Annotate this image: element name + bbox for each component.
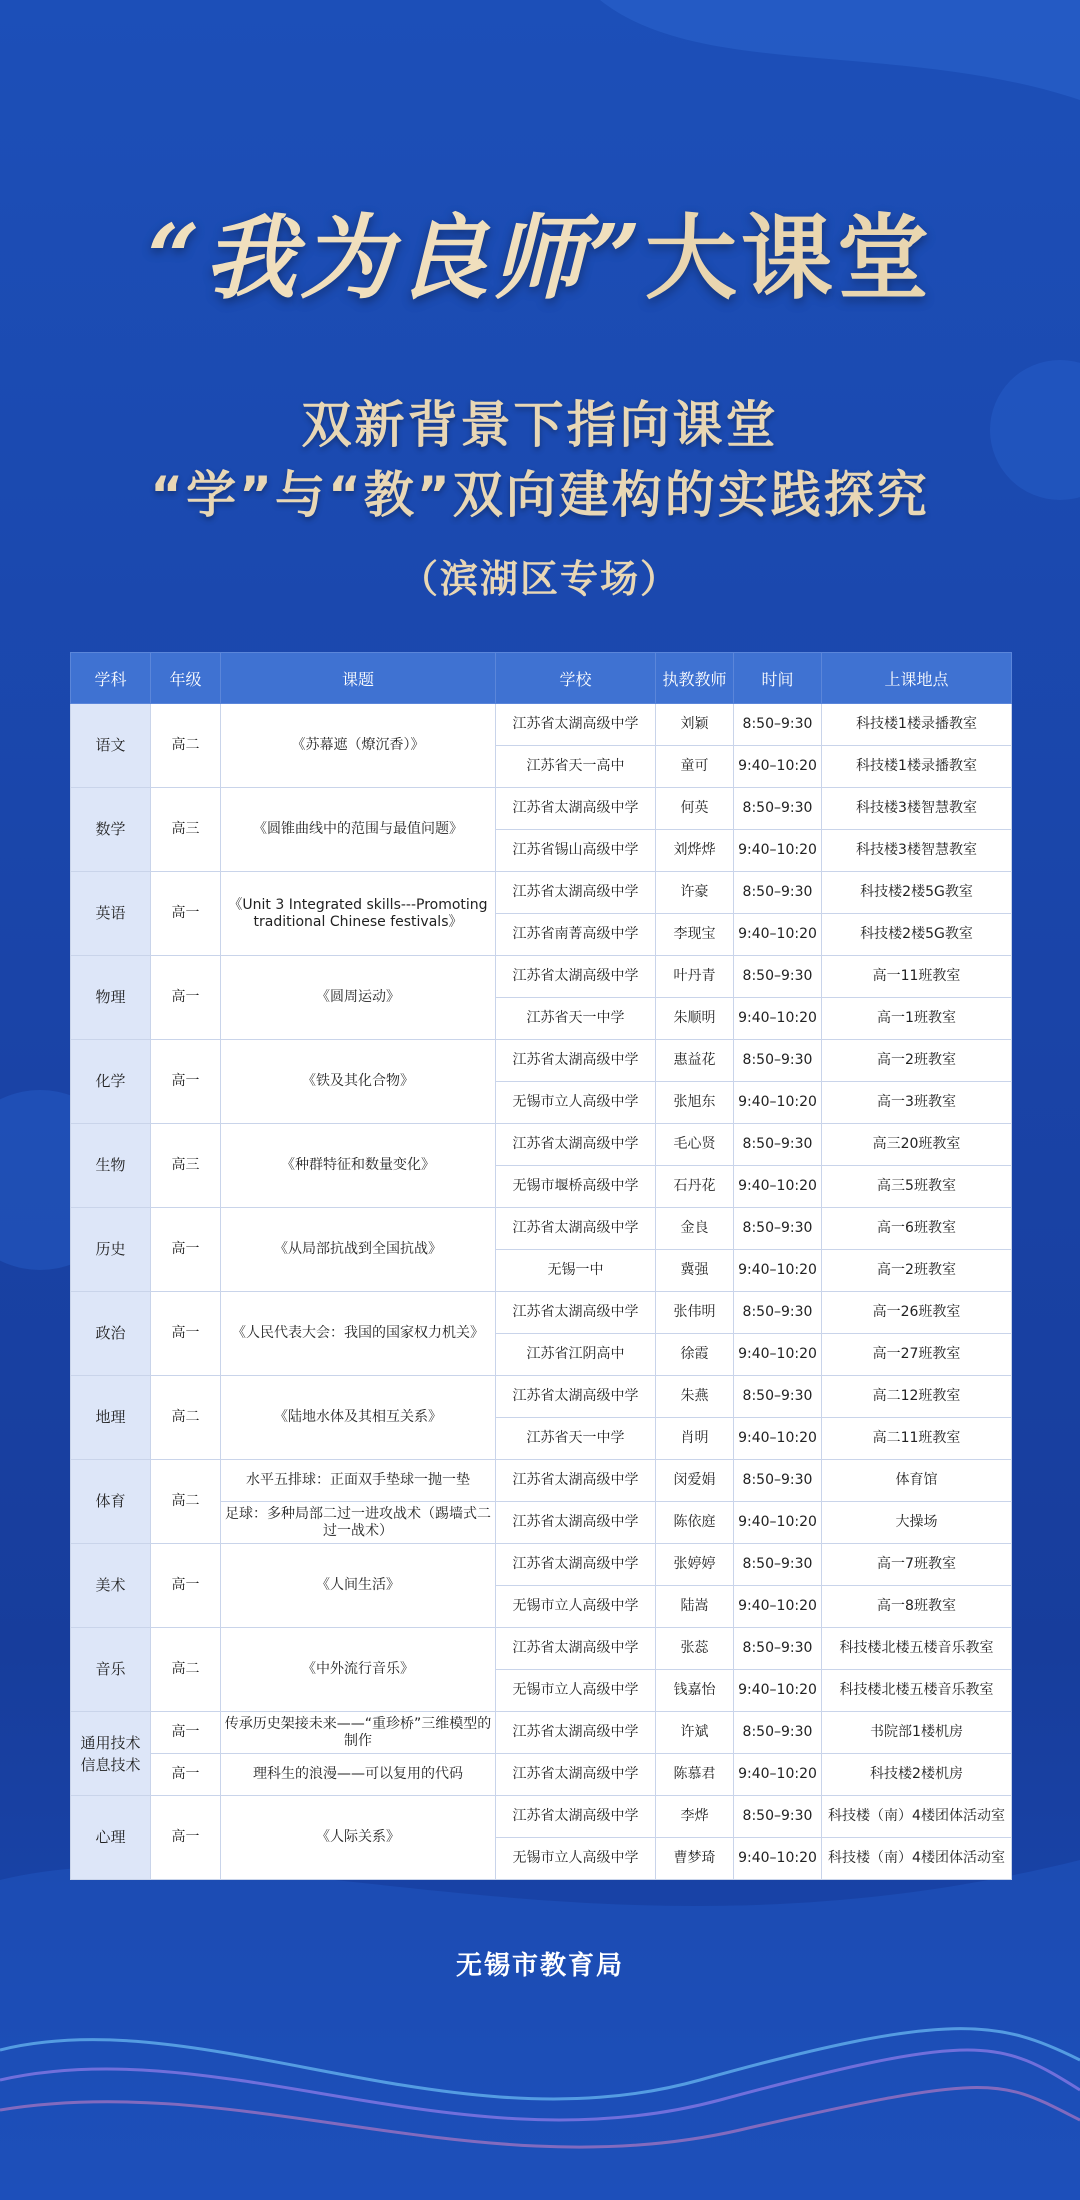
time-cell: 8:50–9:30 [734, 1376, 822, 1418]
school-cell: 江苏省太湖高级中学 [496, 1040, 656, 1082]
teacher-cell: 冀强 [656, 1250, 734, 1292]
location-cell: 高一2班教室 [822, 1250, 1012, 1292]
time-cell: 8:50–9:30 [734, 1796, 822, 1838]
topic-cell: 《Unit 3 Integrated skills---Promoting traditional Chinese festivals》 [221, 872, 496, 956]
time-cell: 9:40–10:20 [734, 1670, 822, 1712]
subject-cell: 历史 [71, 1208, 151, 1292]
header-time: 时间 [734, 653, 822, 704]
grade-cell: 高一 [151, 872, 221, 956]
grade-cell: 高三 [151, 788, 221, 872]
school-cell: 江苏省天一中学 [496, 998, 656, 1040]
location-cell: 科技楼1楼录播教室 [822, 746, 1012, 788]
location-cell: 高三20班教室 [822, 1124, 1012, 1166]
teacher-cell: 毛心贤 [656, 1124, 734, 1166]
topic-cell: 《人际关系》 [221, 1796, 496, 1880]
topic-cell: 《中外流行音乐》 [221, 1628, 496, 1712]
subject-cell: 体育 [71, 1460, 151, 1544]
teacher-cell: 刘颖 [656, 704, 734, 746]
time-cell: 8:50–9:30 [734, 1712, 822, 1754]
table-row [71, 1208, 1012, 1250]
location-cell: 高二11班教室 [822, 1418, 1012, 1460]
location-cell: 高一26班教室 [822, 1292, 1012, 1334]
location-cell: 高一1班教室 [822, 998, 1012, 1040]
grade-cell: 高三 [151, 1124, 221, 1208]
teacher-cell: 陆嵩 [656, 1586, 734, 1628]
location-cell: 科技楼（南）4楼团体活动室 [822, 1838, 1012, 1880]
school-cell: 江苏省天一高中 [496, 746, 656, 788]
time-cell: 9:40–10:20 [734, 1418, 822, 1460]
time-cell: 9:40–10:20 [734, 1334, 822, 1376]
title-script: 我为良师 [203, 204, 588, 312]
school-cell: 江苏省太湖高级中学 [496, 704, 656, 746]
school-cell: 江苏省太湖高级中学 [496, 1376, 656, 1418]
grade-cell: 高二 [151, 1460, 221, 1544]
time-cell: 8:50–9:30 [734, 1040, 822, 1082]
location-cell: 科技楼2楼5G教室 [822, 914, 1012, 956]
topic-cell: 《铁及其化合物》 [221, 1040, 496, 1124]
teacher-cell: 陈慕君 [656, 1754, 734, 1796]
grade-cell: 高二 [151, 704, 221, 788]
subject-cell: 心理 [71, 1796, 151, 1880]
grade-cell: 高一 [151, 1544, 221, 1628]
subject-cell: 生物 [71, 1124, 151, 1208]
grade-cell: 高二 [151, 1628, 221, 1712]
time-cell: 9:40–10:20 [734, 1250, 822, 1292]
subject-cell: 数学 [71, 788, 151, 872]
subject-line: 通用技术 [80, 1733, 141, 1752]
subject-cell: 英语 [71, 872, 151, 956]
teacher-cell: 肖明 [656, 1418, 734, 1460]
location-cell: 科技楼1楼录播教室 [822, 704, 1012, 746]
school-cell: 江苏省太湖高级中学 [496, 1124, 656, 1166]
table-row [71, 1712, 1012, 1754]
grade-cell: 高一 [151, 1208, 221, 1292]
topic-cell: 《苏幕遮（燎沉香）》 [221, 704, 496, 788]
location-cell: 高一27班教室 [822, 1334, 1012, 1376]
school-cell: 江苏省太湖高级中学 [496, 1460, 656, 1502]
table-row [71, 1040, 1012, 1082]
time-cell: 9:40–10:20 [734, 914, 822, 956]
title-quote-open: “ [147, 204, 204, 312]
location-cell: 体育馆 [822, 1460, 1012, 1502]
time-cell: 8:50–9:30 [734, 1124, 822, 1166]
location-cell: 科技楼（南）4楼团体活动室 [822, 1796, 1012, 1838]
topic-cell: 《陆地水体及其相互关系》 [221, 1376, 496, 1460]
teacher-cell: 朱燕 [656, 1376, 734, 1418]
school-cell: 江苏省太湖高级中学 [496, 1544, 656, 1586]
teacher-cell: 张伟明 [656, 1292, 734, 1334]
school-cell: 无锡市立人高级中学 [496, 1082, 656, 1124]
table-row [71, 1376, 1012, 1418]
teacher-cell: 闵爱娟 [656, 1460, 734, 1502]
teacher-cell: 朱顺明 [656, 998, 734, 1040]
main-title [0, 185, 1080, 317]
time-cell: 8:50–9:30 [734, 788, 822, 830]
topic-cell: 《人民代表大会：我国的国家权力机关》 [221, 1292, 496, 1376]
location-cell: 书院部1楼机房 [822, 1712, 1012, 1754]
title-quote-close: ” [588, 204, 645, 312]
topic-cell: 《圆锥曲线中的范围与最值问题》 [221, 788, 496, 872]
time-cell: 9:40–10:20 [734, 1082, 822, 1124]
grade-cell: 高一 [151, 1754, 221, 1796]
school-cell: 无锡市堰桥高级中学 [496, 1166, 656, 1208]
time-cell: 9:40–10:20 [734, 1166, 822, 1208]
time-cell: 8:50–9:30 [734, 872, 822, 914]
teacher-cell: 张婷婷 [656, 1544, 734, 1586]
school-cell: 江苏省太湖高级中学 [496, 788, 656, 830]
subject-cell: 物理 [71, 956, 151, 1040]
header-grade: 年级 [151, 653, 221, 704]
location-cell: 高三5班教室 [822, 1166, 1012, 1208]
time-cell: 9:40–10:20 [734, 830, 822, 872]
school-cell: 江苏省太湖高级中学 [496, 1796, 656, 1838]
topic-cell: 《种群特征和数量变化》 [221, 1124, 496, 1208]
grade-cell: 高一 [151, 1712, 221, 1754]
time-cell: 8:50–9:30 [734, 704, 822, 746]
time-cell: 9:40–10:20 [734, 746, 822, 788]
location-cell: 高一6班教室 [822, 1208, 1012, 1250]
school-cell: 无锡一中 [496, 1250, 656, 1292]
location-cell: 高一2班教室 [822, 1040, 1012, 1082]
teacher-cell: 陈依庭 [656, 1502, 734, 1544]
header-subject: 学科 [71, 653, 151, 704]
time-cell: 9:40–10:20 [734, 998, 822, 1040]
time-cell: 9:40–10:20 [734, 1502, 822, 1544]
time-cell: 8:50–9:30 [734, 1628, 822, 1670]
header-topic: 课题 [221, 653, 496, 704]
location-cell: 科技楼3楼智慧教室 [822, 830, 1012, 872]
session-label: （滨湖区专场） [399, 557, 680, 601]
topic-cell: 足球：多种局部二过一进攻战术（踢墙式二过一战术） [221, 1502, 496, 1544]
header-location: 上课地点 [822, 653, 1012, 704]
time-cell: 9:40–10:20 [734, 1586, 822, 1628]
subject-cell: 音乐 [71, 1628, 151, 1712]
topic-cell: 《人间生活》 [221, 1544, 496, 1628]
location-cell: 科技楼北楼五楼音乐教室 [822, 1670, 1012, 1712]
subject-line: 信息技术 [80, 1755, 141, 1774]
school-cell: 江苏省太湖高级中学 [496, 1502, 656, 1544]
grade-cell: 高一 [151, 1796, 221, 1880]
table-row [71, 1628, 1012, 1670]
school-cell: 无锡市立人高级中学 [496, 1586, 656, 1628]
time-cell: 8:50–9:30 [734, 956, 822, 998]
subtitle-line1: 双新背景下指向课堂 [301, 396, 779, 454]
table-row [71, 1796, 1012, 1838]
location-cell: 科技楼3楼智慧教室 [822, 788, 1012, 830]
header-school: 学校 [496, 653, 656, 704]
location-cell: 高一7班教室 [822, 1544, 1012, 1586]
table-row [71, 956, 1012, 998]
teacher-cell: 金良 [656, 1208, 734, 1250]
school-cell: 无锡市立人高级中学 [496, 1838, 656, 1880]
teacher-cell: 张蕊 [656, 1628, 734, 1670]
location-cell: 大操场 [822, 1502, 1012, 1544]
teacher-cell: 张旭东 [656, 1082, 734, 1124]
table-row [71, 1124, 1012, 1166]
header-teacher: 执教教师 [656, 653, 734, 704]
table-row [71, 1460, 1012, 1502]
table-row [71, 1544, 1012, 1586]
time-cell: 8:50–9:30 [734, 1292, 822, 1334]
subject-cell: 地理 [71, 1376, 151, 1460]
subtitle-line2: “学”与“教”双向建构的实践探究 [150, 466, 930, 524]
time-cell: 9:40–10:20 [734, 1838, 822, 1880]
location-cell: 科技楼2楼5G教室 [822, 872, 1012, 914]
topic-cell: 《从局部抗战到全国抗战》 [221, 1208, 496, 1292]
topic-cell: 理科生的浪漫——可以复用的代码 [221, 1754, 496, 1796]
footer-organizer: 无锡市教育局 [455, 1951, 624, 1981]
school-cell: 江苏省太湖高级中学 [496, 1754, 656, 1796]
time-cell: 8:50–9:30 [734, 1208, 822, 1250]
table-row [71, 872, 1012, 914]
time-cell: 8:50–9:30 [734, 1544, 822, 1586]
subject-cell: 美术 [71, 1544, 151, 1628]
school-cell: 无锡市立人高级中学 [496, 1670, 656, 1712]
location-cell: 高二12班教室 [822, 1376, 1012, 1418]
schedule-table [70, 652, 1011, 1880]
location-cell: 科技楼北楼五楼音乐教室 [822, 1628, 1012, 1670]
school-cell: 江苏省天一中学 [496, 1418, 656, 1460]
teacher-cell: 徐霞 [656, 1334, 734, 1376]
location-cell: 高一3班教室 [822, 1082, 1012, 1124]
location-cell: 科技楼2楼机房 [822, 1754, 1012, 1796]
school-cell: 江苏省锡山高级中学 [496, 830, 656, 872]
subject-cell: 化学 [71, 1040, 151, 1124]
grade-cell: 高一 [151, 1040, 221, 1124]
school-cell: 江苏省太湖高级中学 [496, 1628, 656, 1670]
teacher-cell: 何英 [656, 788, 734, 830]
title-rest: 大课堂 [644, 204, 933, 312]
subject-cell: 政治 [71, 1292, 151, 1376]
teacher-cell: 刘烨烨 [656, 830, 734, 872]
school-cell: 江苏省南菁高级中学 [496, 914, 656, 956]
table-row [71, 1754, 1012, 1796]
teacher-cell: 李现宝 [656, 914, 734, 956]
table-row [71, 1292, 1012, 1334]
teacher-cell: 叶丹青 [656, 956, 734, 998]
subject-cell: 语文 [71, 704, 151, 788]
school-cell: 江苏省江阴高中 [496, 1334, 656, 1376]
teacher-cell: 许斌 [656, 1712, 734, 1754]
topic-cell: 传承历史架接未来——“重珍桥”三维模型的制作 [221, 1712, 496, 1754]
table-body [71, 704, 1012, 1880]
topic-cell: 水平五排球：正面双手垫球一抛一垫 [221, 1460, 496, 1502]
school-cell: 江苏省太湖高级中学 [496, 1208, 656, 1250]
school-cell: 江苏省太湖高级中学 [496, 956, 656, 998]
time-cell: 9:40–10:20 [734, 1754, 822, 1796]
topic-cell: 《圆周运动》 [221, 956, 496, 1040]
location-cell: 高一8班教室 [822, 1586, 1012, 1628]
school-cell: 江苏省太湖高级中学 [496, 1712, 656, 1754]
teacher-cell: 童可 [656, 746, 734, 788]
grade-cell: 高一 [151, 956, 221, 1040]
school-cell: 江苏省太湖高级中学 [496, 872, 656, 914]
location-cell: 高一11班教室 [822, 956, 1012, 998]
table-row [71, 788, 1012, 830]
subject-cell [71, 1712, 151, 1796]
teacher-cell: 惠益花 [656, 1040, 734, 1082]
teacher-cell: 钱嘉怡 [656, 1670, 734, 1712]
time-cell: 8:50–9:30 [734, 1460, 822, 1502]
teacher-cell: 许豪 [656, 872, 734, 914]
teacher-cell: 李烨 [656, 1796, 734, 1838]
school-cell: 江苏省太湖高级中学 [496, 1292, 656, 1334]
table-row [71, 704, 1012, 746]
grade-cell: 高二 [151, 1376, 221, 1460]
grade-cell: 高一 [151, 1292, 221, 1376]
table-header-row [71, 653, 1012, 704]
teacher-cell: 曹梦琦 [656, 1838, 734, 1880]
teacher-cell: 石丹花 [656, 1166, 734, 1208]
